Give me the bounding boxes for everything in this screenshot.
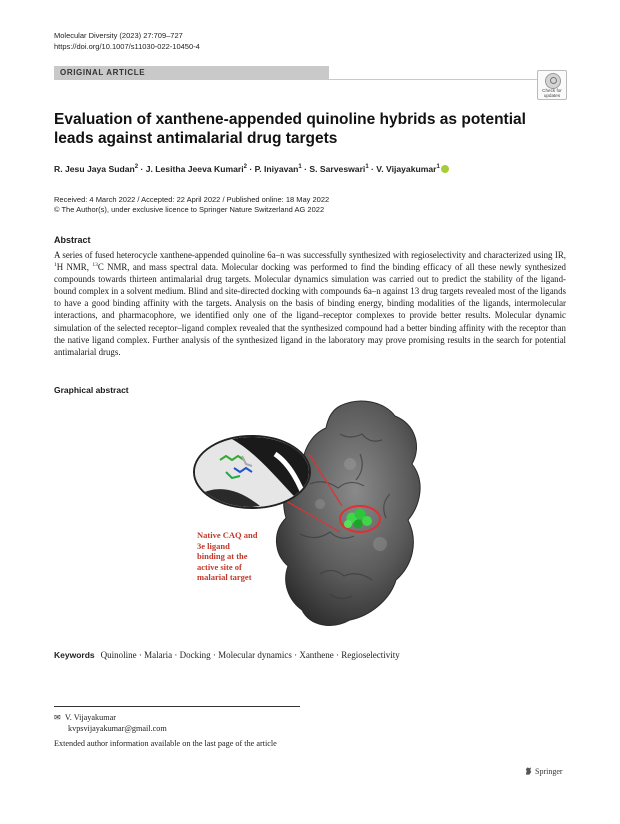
keywords-list: Quinoline · Malaria · Docking · Molecular dynamics · Xanthene · Regioselectivity — [100, 650, 400, 660]
keywords-line — [54, 650, 400, 660]
author-list: R. Jesu Jaya Sudan$^2$ · J. Lesitha Jeeva Kumari$^2$ · P. Iniyavan$^1$ · S. Sarveswari$^1$ · V. Vijayakumar$^1$ — [54, 164, 574, 174]
author-email[interactable]: kvpsvijayakumar@gmail.com — [68, 724, 167, 733]
publication-history — [54, 195, 329, 215]
author[interactable]: P. Iniyavan — [254, 164, 299, 174]
springer-horse-icon — [524, 766, 533, 776]
article-type-bar — [54, 66, 566, 80]
envelope-icon: ✉ — [54, 713, 61, 722]
doi-link[interactable]: https://doi.org/10.1007/s11030-022-10450-4 — [54, 42, 200, 51]
graphical-abstract-heading: Graphical abstract — [54, 385, 129, 395]
dates-line: Received: 4 March 2022 / Accepted: 22 April 2022 / Published online: 18 May 2022 — [54, 195, 330, 204]
author[interactable]: S. Sarveswari — [309, 164, 366, 174]
author[interactable]: R. Jesu Jaya Sudan — [54, 164, 135, 174]
journal-volume-line: Molecular Diversity (2023) 27:709–727 — [54, 31, 183, 40]
graphic-caption: Native CAQ and 3e ligand binding at the active site of malarial target — [197, 530, 258, 582]
protein-surface-graphic — [190, 394, 460, 644]
abstract-heading: Abstract — [54, 235, 91, 245]
check-for-updates-badge[interactable]: Check for updates — [537, 70, 567, 100]
corresponding-name: V. Vijayakumar — [64, 713, 116, 722]
footnote-divider — [54, 706, 300, 707]
corresponding-author — [54, 712, 167, 734]
abstract-text: A series of fused heterocycle xanthene-appended quinoline 6a–n was successfully synthesized with regioselectivity and characterized using IR, $^1$H NMR, $^{13}$C NMR, and mass spectral data. Molecular docking was performed to find the binding efficacy of all these newly synthesized compounds towards thirteen antimalarial drug targets. Molecular dynamics simulation was carried out to predict the stability of the ligand-bound complex in a solvent medium. Blind and site-directed docking with compounds 6a–n against 13 drug targets revealed most of the ligands to have a good binding affinity with the targets. Analysis on the basis of binding energy, binding modalities of the ligands, intermolecular interactions, and pharmacophore, we identified only one of the ligand–receptor complexes to provide better results. Molecular dynamic simulation of the selected receptor–ligand complex revealed that the synthesized compound had a better binding affinity with the receptor than the native ligand complex. Further analysis of the synthesized ligand in the laboratory may prove promising results in the search for potential antimalarial drugs. — [54, 250, 566, 357]
author[interactable]: V. Vijayakumar — [376, 164, 437, 174]
article-title: Evaluation of xanthene-appended quinoline hybrids as potential leads against antimalarial drug targets — [54, 111, 526, 147]
journal-citation — [54, 30, 200, 52]
publisher-logo: Springer — [524, 766, 563, 776]
orcid-icon[interactable] — [441, 165, 449, 173]
protein-surface — [276, 401, 420, 625]
copyright-line: © The Author(s), under exclusive licence to Springer Nature Switzerland AG 2022 — [54, 205, 325, 214]
check-updates-icon — [545, 73, 561, 89]
keywords-label: Keywords — [54, 650, 95, 660]
extended-author-info: Extended author information available on the last page of the article — [54, 739, 277, 748]
author[interactable]: J. Lesitha Jeeva Kumari — [145, 164, 244, 174]
article-type-label: ORIGINAL ARTICLE — [60, 68, 146, 77]
